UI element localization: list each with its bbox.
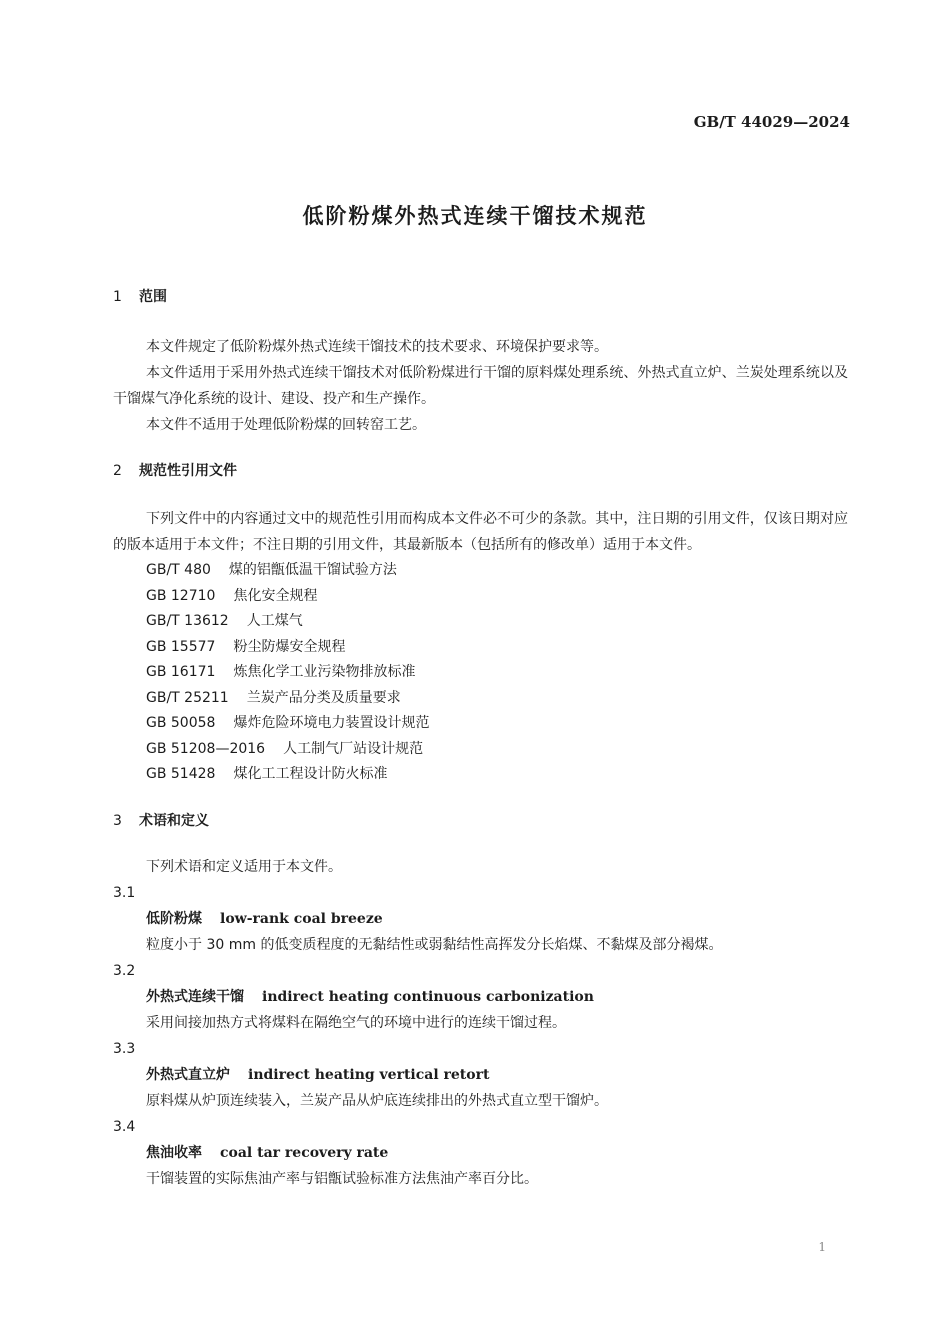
scope-paragraph: 本文件规定了低阶粉煤外热式连续干馏技术的技术要求、环境保护要求等。	[146, 339, 608, 355]
reference-item	[113, 609, 848, 635]
reference-code: GB 16171	[146, 664, 216, 680]
reference-item	[113, 711, 848, 737]
reference-code: GB 12710	[146, 587, 216, 604]
term-entry	[113, 1036, 848, 1114]
term-chinese: 外热式连续干馏	[146, 988, 244, 1005]
section-heading-scope	[113, 286, 848, 308]
term-chinese: 低阶粉煤	[146, 910, 202, 927]
term-number: 3.1	[113, 884, 136, 901]
reference-code: GB/T 25211	[146, 689, 229, 706]
reference-item	[113, 584, 848, 610]
reference-code: GB 15577	[146, 638, 216, 655]
reference-item	[113, 762, 848, 788]
scope-paragraph: 本文件不适用于处理低阶粉煤的回转窑工艺。	[146, 417, 426, 433]
term-title	[113, 984, 848, 1010]
reference-item	[113, 660, 848, 686]
reference-code: GB 51208—2016	[146, 740, 266, 757]
terms-intro: 下列术语和定义适用于本文件。	[146, 858, 342, 875]
section-heading-normative-references	[113, 460, 848, 482]
reference-title: 煤化工工程设计防火标准	[233, 766, 388, 782]
term-definition: 干馏装置的实际焦油产率与铝甑试验标准方法焦油产率百分比。	[146, 1170, 538, 1187]
term-title	[113, 1140, 848, 1166]
term-title	[113, 906, 848, 932]
term-definition: 原料煤从炉顶连续装入，兰炭产品从炉底连续排出的外热式直立型干馏炉。	[146, 1092, 608, 1109]
reference-code: GB/T 13612	[146, 613, 229, 629]
term-chinese: 外热式直立炉	[146, 1066, 230, 1083]
reference-title: 煤的铝甑低温干馏试验方法	[228, 562, 397, 578]
term-english: low-rank coal breeze	[220, 910, 383, 927]
term-list	[113, 880, 848, 1192]
reference-title: 爆炸危险环境电力装置设计规范	[233, 715, 430, 731]
term-english: indirect heating vertical retort	[248, 1066, 490, 1083]
reference-code: GB 51428	[146, 766, 216, 782]
reference-title: 人工煤气	[246, 613, 303, 629]
section-title: 规范性引用文件	[139, 463, 237, 479]
term-definition: 采用间接加热方式将煤料在隔绝空气的环境中进行的连续干馏过程。	[146, 1014, 566, 1031]
section-number: 1	[113, 289, 122, 305]
reference-title: 人工制气厂站设计规范	[283, 740, 424, 757]
section-number: 2	[113, 463, 122, 479]
reference-code: GB/T 480	[146, 562, 211, 578]
scope-paragraph: 本文件适用于采用外热式连续干馏技术对低阶粉煤进行干馏的原料煤处理系统、外热式直立炉、兰炭处理系统以及干馏煤气净化系统的设计、建设、投产和生产操作。	[113, 365, 848, 407]
reference-item	[113, 686, 848, 712]
reference-code: GB 50058	[146, 715, 216, 731]
term-definition: 粒度小于 30 mm 的低变质程度的无黏结性或弱黏结性高挥发分长焰煤、不黏煤及部分褐煤。	[146, 936, 723, 953]
reference-title: 炼焦化学工业污染物排放标准	[233, 664, 416, 680]
section-title: 范围	[139, 289, 167, 305]
section-heading-terms	[113, 810, 848, 832]
term-chinese: 焦油收率	[146, 1144, 202, 1161]
reference-title: 兰炭产品分类及质量要求	[246, 689, 401, 706]
reference-item	[113, 737, 848, 763]
term-number: 3.3	[113, 1040, 136, 1057]
term-english: indirect heating continuous carbonization	[262, 988, 594, 1005]
reference-item	[113, 558, 848, 584]
document-body	[113, 286, 848, 1192]
reference-title: 粉尘防爆安全规程	[233, 638, 346, 655]
term-number: 3.2	[113, 962, 136, 979]
term-entry	[113, 958, 848, 1036]
document-title: 低阶粉煤外热式连续干馏技术规范	[302, 204, 648, 228]
reference-list	[113, 558, 848, 788]
term-number: 3.4	[113, 1118, 136, 1135]
section-title: 术语和定义	[139, 812, 209, 829]
term-english: coal tar recovery rate	[220, 1144, 389, 1161]
reference-item	[113, 635, 848, 661]
page-number: 1	[818, 1240, 826, 1254]
term-title	[113, 1062, 848, 1088]
term-entry	[113, 880, 848, 958]
references-intro: 下列文件中的内容通过文中的规范性引用而构成本文件必不可少的条款。其中，注日期的引用文件，仅该日期对应的版本适用于本文件；不注日期的引用文件，其最新版本（包括所有的修改单）适用于本文件。	[113, 511, 848, 553]
standard-number: GB/T 44029—2024	[693, 113, 850, 131]
section-number: 3	[113, 812, 122, 829]
term-entry	[113, 1114, 848, 1192]
reference-title: 焦化安全规程	[233, 587, 318, 604]
